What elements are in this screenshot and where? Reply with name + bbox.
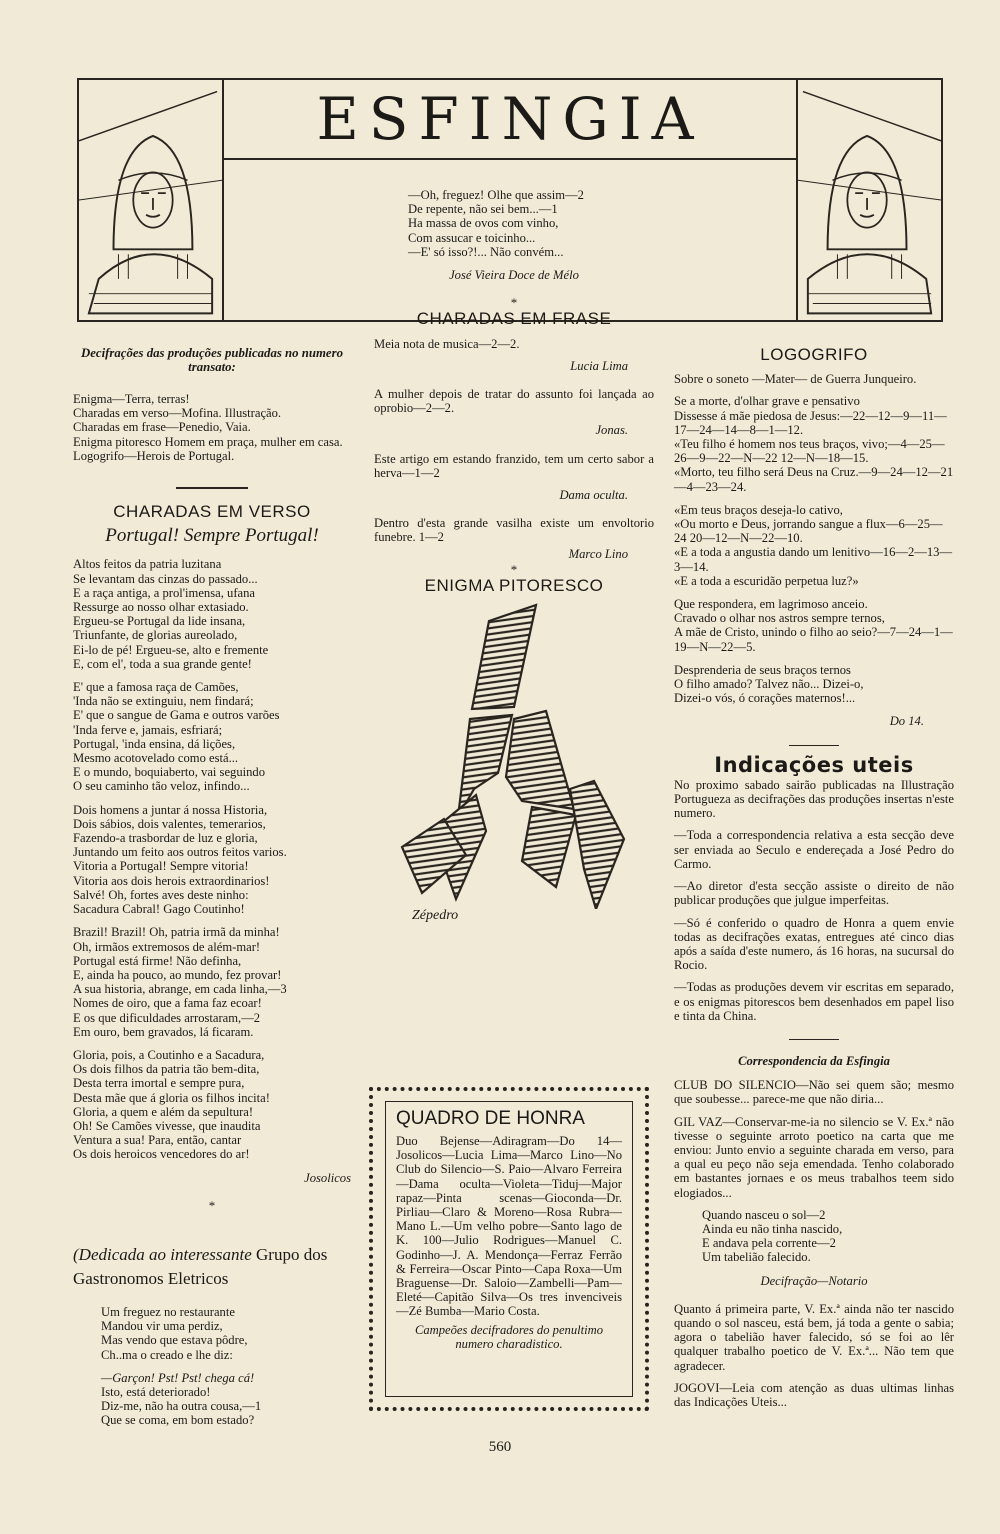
freguez-continuation [374, 188, 654, 259]
poem-signature: Josolicos [304, 1170, 351, 1185]
dedication-line-1: (Dedicada ao interessante [73, 1244, 252, 1264]
freguez-stanza [73, 1305, 351, 1362]
verse-line: Dois homens a juntar á nossa Historia, [73, 802, 268, 817]
verse-line: —Oh, freguez! Olhe que assim—2 [408, 188, 584, 202]
poem-stanza [73, 557, 351, 671]
verse-line: E' que o sangue de Gama e outros varões [73, 708, 280, 723]
correspondencia-title: Correspondencia da Esfingia [738, 1053, 890, 1068]
verse-line: Ventura a sua! Para, então, cantar [73, 1133, 242, 1148]
verse-line: Dissesse á mãe piedosa de Jesus:—22—12—9—11—17—24—14—8—1—12. [674, 408, 947, 437]
frase-item: A mulher depois de tratar do assunto foi lançada ao oprobio—2—2. [374, 387, 654, 416]
logogrifo-title: LOGOGRIFO [760, 345, 868, 364]
indicacoes-list [674, 778, 954, 1023]
verse-line: Desta terra imortal e sempre pura, [73, 1076, 245, 1091]
verse-line: Portugal está firme! Não definha, [73, 953, 242, 968]
decifracao-item: Enigma—Terra, terras! [73, 392, 190, 406]
sphinx-icon [798, 80, 941, 320]
dedication [73, 1243, 351, 1291]
verse-line: 'Inda ferve e, jamais, esfriará; [73, 722, 223, 737]
enigma-pitoresco-drawing [374, 599, 654, 909]
verse-line: 'Inda não se extinguiu, nem findará; [73, 694, 254, 709]
enigma-pitoresco-title: ENIGMA PITORESCO [424, 576, 604, 596]
verse-line: Triunfante, de glorias aureolado, [73, 628, 238, 643]
verse-line: —E' só isso?!... Não convém... [408, 244, 564, 259]
verse-line: Vitoria aos dois herois extraordinarios! [73, 873, 270, 888]
correspondencia-poem [674, 1208, 954, 1265]
verse-line: Ei-lo de pé! Ergueu-se, alto e fremente [73, 642, 269, 657]
frase-item: Dentro d'esta grande vasilha existe um envoltorio funebre. 1—2 [374, 516, 654, 545]
charadas-frase-title: CHARADAS EM FRASE [416, 309, 612, 329]
verse-line: Diz-me, não ha outra cousa,—1 [101, 1399, 262, 1414]
verse-line: Salvé! Oh, fortes aves deste ninho: [73, 887, 249, 902]
verse-line: Ressurge ao nosso olhar extasiado. [73, 600, 249, 615]
indicacao-item: —Só é conferido o quadro de Honra a quem envie todas as decifrações exatas, entregues até cinco dias após a saída d'este numero, ás 16 horas, na sucursal do Rocio. [674, 915, 954, 973]
verse-line: E andava pela corrente—2 [702, 1236, 836, 1251]
poem-stanza [73, 680, 351, 794]
verse-line: E os que dificuldades arrostaram,—2 [73, 1010, 261, 1025]
verse-line: «Teu filho é homem nos teus braços, vivo;—4—25—26—9—22—N—22 12—N—18—15. [674, 437, 945, 466]
enigma-signature: Zépedro [412, 908, 459, 924]
logogrifo-stanza [674, 597, 954, 654]
correspondencia-item: CLUB DO SILENCIO—Não sei quem são; mesmo que soubesse... parece-me que não diria... [674, 1078, 954, 1107]
verse-line: Brazil! Brazil! Oh, patria irmã da minha! [73, 925, 280, 940]
quadro-de-honra-box [369, 1087, 649, 1411]
verse-line: Gloria, a quem e além da sepultura! [73, 1104, 254, 1119]
sphinx-icon [79, 80, 222, 320]
verse-line: —Garçon! Pst! Pst! chega cá! [101, 1370, 255, 1385]
correspondencia-item: Quanto á primeira parte, V. Ex.ª ainda não ter nascido quando o sol nasceu, está bem, já toda a gente o sabia; agora o tabelião haver falecido, só se foi ao lêr qualquer trabalho poetico de V. Ex.ª... Não tem que agradecer. [674, 1301, 954, 1373]
verse-line: Com assucar e toicinho... [408, 230, 536, 245]
verse-line: Ha massa de ovos com vinho, [408, 216, 559, 231]
verse-line: Isto, está deteriorado! [101, 1384, 211, 1399]
decifracoes-title: Decifrações das produções publicadas no numero transato: [81, 346, 343, 374]
decifracoes-list [73, 392, 351, 463]
page-number: 560 [488, 1439, 512, 1455]
verse-line: «E a toda a escuridão perpetua luz?» [674, 573, 859, 588]
title-band [222, 80, 798, 160]
sphinx-right-illustration [796, 80, 941, 320]
star-separator: * [510, 561, 518, 577]
verse-line: E, ainda ha pouco, ao mundo, fez provar! [73, 967, 282, 982]
freguez-signature: José Vieira Doce de Mélo [449, 268, 579, 283]
verse-line: Vitoria a Portugal! Sempre vitoria! [73, 859, 249, 874]
dedication-line-2: Grupo dos Gastronomos Eletricos [73, 1244, 328, 1288]
verse-line: Gloria, pois, a Coutinho e a Sacadura, [73, 1047, 265, 1062]
verse-line: Mas vendo que estava pôdre, [101, 1333, 248, 1348]
verse-line: «E a toda a angustia dando um lenitivo—16—2—13—3—14. [674, 545, 953, 574]
verse-line: E' que a famosa raça de Camões, [73, 680, 239, 695]
correspondencia-decifracao: Decifração—Notario [760, 1273, 868, 1288]
indicacao-item: —Todas as produções devem vir escritas em separado, e os enigmas pitorescos bem desenhados em papel liso e tinta da China. [674, 980, 954, 1023]
verse-line: Dizei-o vós, ó corações maternos!... [674, 691, 856, 706]
frase-signature: Dama oculta. [559, 488, 628, 503]
frase-item: Meia nota de musica—2—2. [374, 336, 520, 351]
verse-line: A mãe de Cristo, unindo o filho ao seio?—7—24—1—19—N—22—5. [674, 625, 953, 654]
correspondencia-item: GIL VAZ—Conservar-me-ia no silencio se V. Ex.ª não tivesse o seguinte arroto poetico na carta que me enviou: Junto envio a seguinte charada em verso, para a qual eu peço não seja emendada. Tenho colaborado em bastantes jornaes e os meus trabalhos teem sido elogiados... [674, 1114, 954, 1200]
verse-line: De repente, não sei bem...—1 [408, 202, 558, 217]
verse-line: Um tabelião falecido. [702, 1250, 811, 1265]
indicacao-item: —Ao diretor d'esta secção assiste o direito de não publicar produções que julgue imperfeitas. [674, 879, 954, 908]
verse-line: Mesmo acotovelado como está... [73, 751, 239, 766]
column-center [374, 188, 654, 939]
verse-line: O seu caminho tão veloz, infindo... [73, 779, 250, 794]
verse-line: Sacadura Cabral! Gago Coutinho! [73, 902, 245, 917]
page-title: ESFINGIA [316, 85, 704, 153]
star-separator: * [510, 295, 518, 311]
correspondencia-item: JOGOVI—Leia com atenção as duas ultimas linhas das Indicações Uteis... [674, 1380, 954, 1409]
verse-line: Portugal, 'inda ensina, dá lições, [73, 736, 236, 751]
verse-line: Que respondera, em lagrimoso anceio. [674, 597, 868, 612]
verse-line: Os dois filhos da patria tão bem-dita, [73, 1062, 260, 1077]
verse-line: Os dois heroicos vencedores do ar! [73, 1147, 250, 1162]
garcon-stanza [73, 1371, 351, 1428]
logogrifo-stanza [674, 503, 954, 588]
star-separator: * [208, 1197, 216, 1213]
verse-line: E a raça antiga, a prol'imensa, ufana [73, 585, 255, 600]
verse-line: Ainda eu não tinha nascido, [702, 1221, 843, 1236]
frase-signature: Lucia Lima [570, 358, 628, 373]
quadro-de-honra-footnote: Campeões decifradores do penultimo numero charadistico. [414, 1322, 604, 1351]
charadas-verso-title: CHARADAS EM VERSO [113, 502, 311, 522]
poem-body [73, 557, 351, 1161]
indicacao-item: No proximo sabado sairão publicadas na Illustração Portugueza as decifrações das produções insertas n'este numero. [674, 777, 954, 821]
verse-line: «Ou morto e Deus, jorrando sangue a flux—6—25—24 20—12—N—22—10. [674, 517, 943, 546]
verse-line: Cravado o olhar nos astros sempre ternos, [674, 611, 885, 626]
verse-line: E, com el', toda a sua grande gente! [73, 656, 252, 671]
poem-title: Portugal! Sempre Portugal! [105, 525, 319, 547]
indicacao-item: —Toda a correspondencia relativa a esta secção deve ser enviada ao Seculo e endereçada a José Pedro do Carmo. [674, 828, 954, 871]
verse-line: Ergueu-se Portugal da lide insana, [73, 614, 246, 629]
verse-line: Altos feitos da patria luzitana [73, 557, 222, 572]
verse-line: Dois sábios, dois valentes, temerarios, [73, 816, 266, 831]
verse-line: «Em teus braços deseja-lo cativo, [674, 502, 843, 517]
logogrifo-stanza [674, 663, 954, 706]
frase-signature: Jonas. [595, 423, 628, 438]
verse-line: Desta mãe que á gloria os filhos incita! [73, 1090, 270, 1105]
logogrifo-stanza [674, 394, 954, 493]
frase-signature: Marco Lino [568, 546, 628, 561]
verse-line: Se a morte, d'olhar grave e pensativo [674, 394, 860, 409]
verse-line: Fazendo-a trasbordar de luz e gloria, [73, 831, 258, 846]
verse-line: E o mundo, boquiaberto, vai seguindo [73, 765, 266, 780]
poem-stanza [73, 925, 351, 1039]
column-right [674, 346, 954, 1417]
quadro-de-honra-list: Duo Bejense—Adiragram—Do 14—Josolicos—Lucia Lima—Marco Lino—No Club do Silencio—S. Paio—Alvaro Ferreira—Dama oculta—Violeta—Tiduj—Major rapaz—Pinta scenas—Gioconda—Dr. Pirliau—Claro & Moreno—Rosa Rubra—Mano L.—Um velho pobre—Santo lago de K. 100—Julio Rodrigues—Manuel C. Godinho—J. A. Mendonça—Ferraz Ferrão & Ferreira—Oscar Pinto—Capa Roxa—Um Braguense—Dr. Saloio—Zambelli—Pam—Eleté—Capitão Silva—Os tres invenciveis—Zé Bumba—Mario Costa. [396, 1134, 622, 1319]
column-left [73, 346, 351, 1437]
verse-line: Juntando um feito aos outros feitos varios. [73, 845, 287, 860]
hatched-shapes-icon [374, 599, 654, 909]
verse-line: Mandou vir uma perdiz, [101, 1319, 223, 1334]
decifracao-item: Charadas em frase—Penedio, Vaia. [73, 420, 251, 435]
frase-item: Este artigo em estando franzido, tem um certo sabor a herva—1—2 [374, 451, 654, 480]
verse-line: Desprenderia de seus braços ternos [674, 662, 851, 677]
verse-line: A sua historia, abrange, em cada linha,—3 [73, 982, 287, 997]
decifracao-item: Enigma pitoresco Homem em praça, mulher em casa. [73, 434, 343, 449]
verse-line: Oh, irmãos extremosos de além-mar! [73, 939, 261, 954]
divider [789, 745, 839, 746]
verse-line: Quando nasceu o sol—2 [702, 1207, 826, 1222]
verse-line: Se levantam das cinzas do passado... [73, 571, 258, 586]
divider [176, 487, 248, 489]
verse-line: Um freguez no restaurante [101, 1304, 235, 1319]
logogrifo-signature: Do 14. [889, 714, 924, 729]
decifracao-item: Logogrifo—Herois de Portugal. [73, 448, 235, 463]
divider [789, 1039, 839, 1040]
poem-stanza [73, 1048, 351, 1162]
verse-line: Que se coma, em bom estado? [101, 1413, 255, 1428]
decifracao-item: Charadas em verso—Mofina. Illustração. [73, 406, 282, 421]
poem-stanza [73, 803, 351, 917]
verse-line: Nomes de oiro, que a fama faz ecoar! [73, 996, 262, 1011]
verse-line: Ch..ma o creado e lhe diz: [101, 1347, 233, 1362]
indicacoes-title: Indicações uteis [714, 752, 914, 777]
logogrifo-intro: Sobre o soneto —Mater— de Guerra Junqueiro. [674, 372, 917, 387]
quadro-de-honra-title: QUADRO DE HONRA [396, 1108, 585, 1129]
verse-line: Oh! Se Camões vivesse, que inaudita [73, 1118, 261, 1133]
logogrifo-body [674, 394, 954, 705]
verse-line: «Morto, teu filho será Deus na Cruz.—9—24—12—21—4—23—24. [674, 465, 954, 494]
verse-line: Em ouro, bem gravados, lá ficaram. [73, 1024, 254, 1039]
sphinx-left-illustration [79, 80, 224, 320]
verse-line: O filho amado? Talvez não... Dizei-o, [674, 677, 864, 692]
